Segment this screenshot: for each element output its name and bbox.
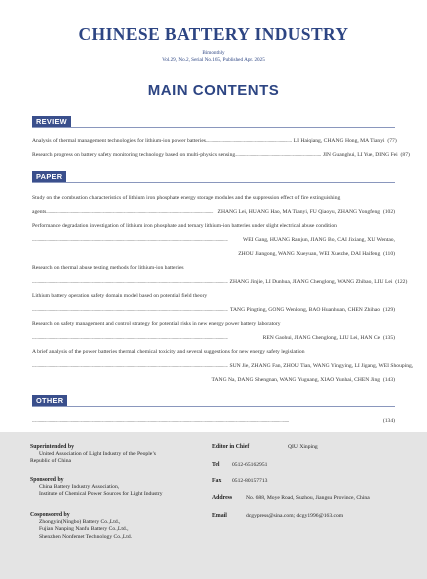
entry-title[interactable]: Performance degradation investigation of lithium iron phosphate and ternary lithium-ion batteries under slight electrical abuse condition [32,223,337,229]
leader-dots: .................................................................................................................................................................................. [32,307,228,313]
toc-entry-cont [32,251,395,258]
entry-page: (77) [387,138,397,144]
entry-authors: WEI Gang, HUANG Ranjun, JIANG Bo, CAI Jixiang, XU Wentao, [242,237,395,243]
leader-dots: .................................................................................................................................................................................. [32,237,228,243]
toc-entry[interactable] [32,138,395,145]
section-divider [32,406,395,407]
entry-authors-cont: ZHOU Jiangong, WANG Xueyuan, WEI Xuezhe, DAI Haifeng [238,251,381,257]
fax-row [212,478,402,485]
editor-row [212,444,402,451]
sponsored-block [30,477,205,499]
toc-entry[interactable] [32,307,395,314]
section-divider [32,182,395,183]
address-value: No. 688, Moye Road, Suzhou, Jiangsu Province, China [246,495,370,501]
toc-entry-cont [32,377,395,384]
address-row [212,495,402,502]
tel-value: 0512-65162951 [232,462,268,468]
toc-entry[interactable] [32,152,410,159]
fax-label: Fax [212,478,222,484]
entry-title: Analysis of thermal management technologies for lithium-ion power batteries [32,138,206,144]
entry-page: (122) [395,279,408,285]
leader-dots: .................................................................................................................................................................................. [32,363,228,369]
superintended-line: United Association of Light Industry of the People’s [39,451,156,458]
superintended-block [30,444,205,466]
entry-authors: REN Gaohui, JIANG Chenglong, LIU Lei, HAN Ce [262,335,381,341]
email-row [212,513,402,520]
cosponsored-line: Fujian Nanping Nanfu Battery Co.,Ltd., [39,526,129,533]
email-label: Email [212,513,227,519]
toc-entry[interactable] [32,279,408,286]
leader-dots: .................................................................................................................................................................................. [32,279,228,285]
cosponsored-line: Shenzhen Nonfemet Technology Co.,Ltd. [39,533,133,540]
entry-page: (87) [400,152,410,158]
fax-value: 0512-80157713 [232,478,268,484]
superintended-line: Republic of China [30,458,72,465]
contents-title: MAIN CONTENTS [147,82,280,99]
journal-frequency: Bimonthly [202,50,225,56]
toc-entry[interactable] [32,335,395,342]
entry-page: (135) [382,335,395,341]
section-tag-review: REVIEW [32,116,71,127]
toc-entry[interactable] [32,363,414,370]
entry-authors: ZHANG Jinjie, LI Dunhua, JIANG Chenglong, WANG Zhibao, LIU Lei [229,279,393,285]
entry-title[interactable]: A brief analysis of the power batteries thermal chemical toxicity and several suggestions for new energy safety legislation [32,349,305,355]
email-value: dcgypress@sina.com; dcgy1996@163.com [246,513,344,519]
sponsored-line: China Battery Industry Association, [39,484,120,491]
entry-title[interactable]: Research on thermal abuse testing methods for lithium-ion batteries [32,265,184,271]
entry-page: (102) [382,209,395,215]
address-label: Address [212,495,233,501]
issue-line: Vol.29, No.2, Serial No.165, Published Apr. 2025 [162,57,265,63]
cosponsored-line: Zhongyin(Ningbo) Battery Co.,Ltd., [39,519,121,526]
sponsored-line: Institute of Chemical Power Sources for Light Industry [39,491,163,498]
cosponsored-block [30,512,205,541]
section-tag-paper: PAPER [32,171,66,182]
entry-page: (129) [382,307,395,313]
leader-dots: .......................................................................................................................................................................................................................................... [32,418,290,424]
cosponsored-label: Cosponsored by [30,512,70,518]
entry-page: (134) [382,418,395,424]
editor-value: QIU Xinping [288,444,318,450]
entry-title[interactable]: Study on the combustion characteristics of lithium iron phosphate energy storage modules and the suppression effect of fire extinguishing [32,195,341,201]
leader-dots: .............................................................................. [205,138,292,144]
toc-entry[interactable] [32,209,395,216]
superintended-label: Superintended by [30,444,74,450]
entry-title: Research progress on battery safety monitoring technology based on multi-physics sensing [32,152,236,158]
toc-entry[interactable] [32,418,395,425]
entry-title[interactable]: Lithium battery operation safety domain model based on potential field theory [32,293,208,299]
section-divider [32,127,395,128]
leader-dots: .............................................................................. [235,152,321,158]
entry-authors-cont: TANG Na, DANG Shengnan, WANG Yuguang, XIAO Yunhai, CHEN Jing [211,377,381,383]
entry-authors: LI Haiqiang, CHANG Hong, MA Tianyi [293,138,385,144]
entry-title-cont: agents [32,209,47,215]
leader-dots: ........................................................................................................................................................ [46,209,214,215]
entry-authors: ZHANG Lei, HUANG Hao, MA Tianyi, FU Qiaoyu, ZHANG Yongfeng [217,209,381,215]
entry-page: (110) [383,251,395,257]
entry-authors: SUN Jie, ZHANG Fan, ZHOU Tian, WANG Yingying, LI Jigang, WEI Shouping, [229,363,414,369]
entry-authors: JIN Guanghui, LI Yue, DING Fei [322,152,398,158]
entry-page: (143) [382,377,395,383]
toc-entry[interactable] [32,237,395,244]
editor-label: Editor in Chief [212,444,250,450]
leader-dots: .................................................................................................................................................................................. [32,335,228,341]
entry-authors: TANG Pingting, GONG Wenlong, BAO Huanhuan, CHEN Zhihao [230,307,381,313]
entry-title[interactable]: Research on safety management and control strategy for potential risks in new energy power battery laboratory [32,321,281,327]
sponsored-label: Sponsored by [30,477,64,483]
section-tag-other: OTHER [32,395,67,406]
tel-row [212,462,402,469]
journal-title: CHINESE BATTERY INDUSTRY [78,24,349,44]
tel-label: Tel [212,462,220,468]
